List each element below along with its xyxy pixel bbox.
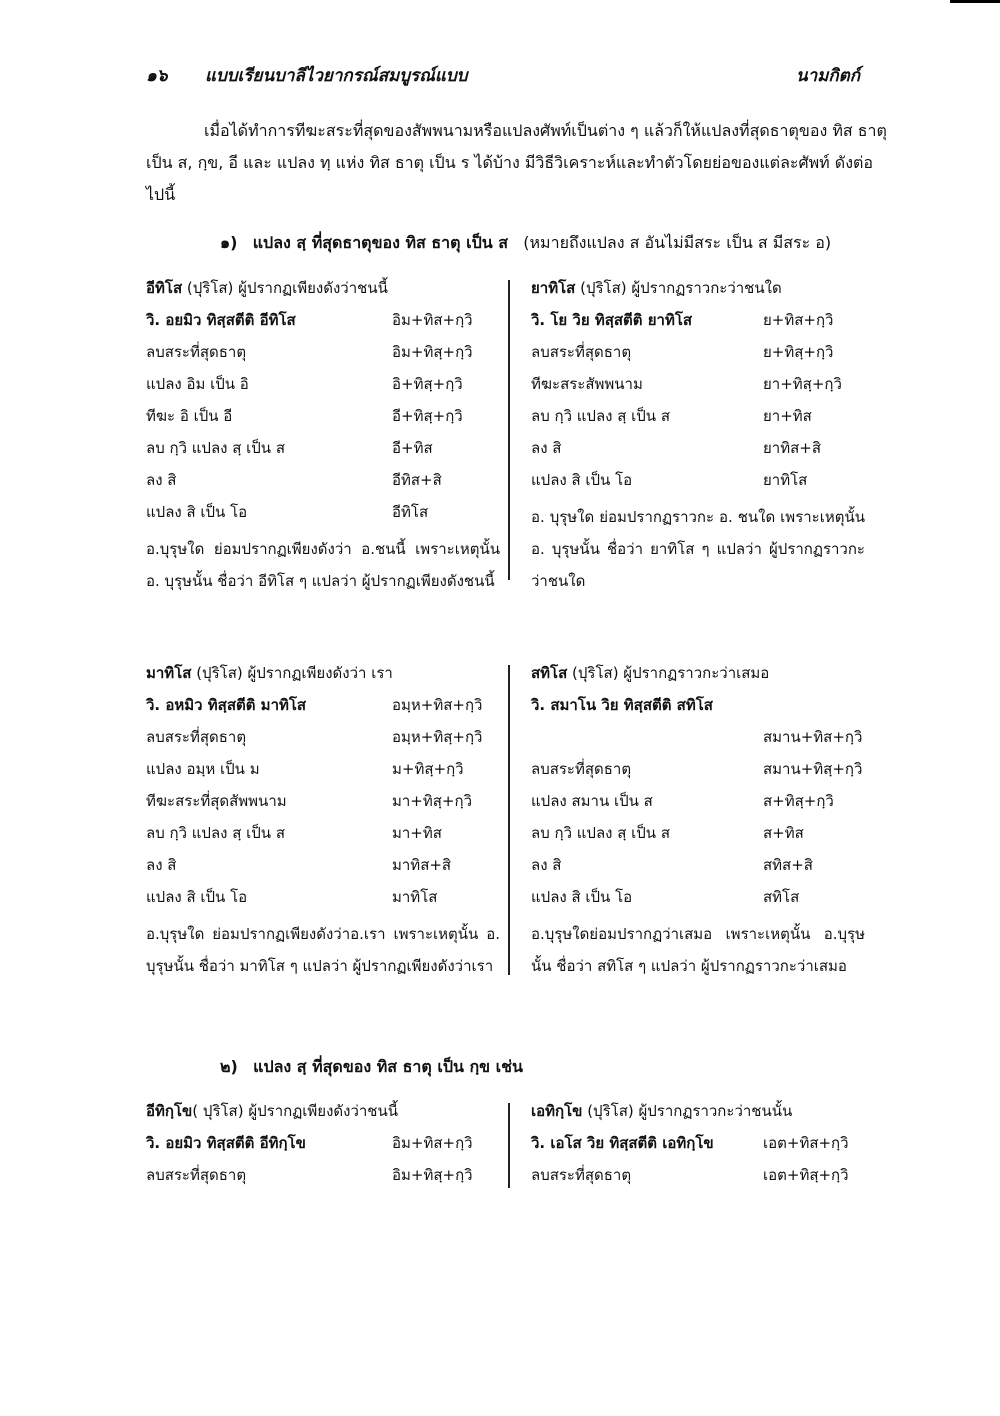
derivation-row: ลบ กฺวิ แปลง สฺ เป็น ส ยา+ทิส — [531, 407, 812, 425]
block-title: อีทิกฺโข — [146, 1102, 193, 1120]
block-sathiso — [531, 662, 865, 982]
column-divider — [508, 665, 510, 975]
derivation-row: แปลง อมฺห เป็น ม ม+ทิสฺ+กฺวิ — [146, 760, 464, 778]
section-title: นามกิตก์ — [796, 66, 860, 86]
block-itiso — [146, 277, 500, 597]
section-2-number: ๒) — [220, 1057, 238, 1076]
derivation-row: ลบสระที่สุดธาตุ อิม+ทิสฺ+กฺวิ — [146, 1166, 473, 1184]
derivation-row: ลง สิ สทิส+สิ — [531, 856, 813, 874]
derivation-row: ลบ กฺวิ แปลง สฺ เป็น ส ส+ทิส — [531, 824, 804, 842]
derivation-row: แปลง อิม เป็น อิ อิ+ทิสฺ+กฺวิ — [146, 375, 463, 393]
derivation-row: ลง สิ ยาทิส+สิ — [531, 439, 821, 457]
translation-paragraph: อ.บุรุษใด ย่อมปรากฏเพียงดังว่าอ.เรา เพราะเหตุนั้น อ. บุรุษนั้น ชื่อว่า มาทิโส ๆ แปลว่า ผู้ปรากฏเพียงดังว่าเรา — [146, 925, 500, 975]
block-title-rest: (ปุริโส) ผู้ปรากฏราวกะว่าชนนั้น — [587, 1102, 793, 1120]
block-title: เอทิกฺโข — [531, 1102, 583, 1120]
section-1-note: (หมายถึงแปลง ส อันไม่มีสระ เป็น ส มีสระ อ) — [523, 233, 832, 252]
derivation-row: แปลง สิ เป็น โอ อีทิโส — [146, 503, 429, 521]
column-divider — [508, 280, 510, 580]
derivation-row: ทีฆะสระสัพพนาม ยา+ทิสฺ+กฺวิ — [531, 375, 842, 393]
derivation-row: ลบสระที่สุดธาตุ เอต+ทิสฺ+กฺวิ — [531, 1166, 849, 1184]
derivation-row: วิ. อหมิว ทิสฺสตีติ มาทิโส อมฺห+ทิส+กฺวิ — [146, 696, 483, 714]
derivation-row: วิ. เอโส วิย ทิสฺสตีติ เอทิกฺโข เอต+ทิส+กฺวิ — [531, 1134, 849, 1152]
intro-line-3: ไปนี้ — [146, 185, 176, 204]
block-title: มาทิโส — [146, 664, 192, 682]
page-number: ๑๖ — [146, 66, 168, 86]
section-1-number: ๑) — [220, 233, 238, 252]
derivation-row: ทีฆะสระที่สุดสัพพนาม มา+ทิสฺ+กฺวิ — [146, 792, 472, 810]
block-title-rest: (ปุริโส) ผู้ปรากฏเพียงดังว่า เรา — [196, 664, 393, 682]
book-title: แบบเรียนบาลีไวยากรณ์สมบูรณ์แบบ — [205, 66, 468, 86]
derivation-row: แปลง สิ เป็น โอ มาทิโส — [146, 888, 438, 906]
derivation-row: วิ. โย วิย ทิสฺสตีติ ยาทิโส ย+ทิส+กฺวิ — [531, 311, 834, 329]
derivation-row: แปลง สมาน เป็น ส ส+ทิสฺ+กฺวิ — [531, 792, 834, 810]
intro-paragraph — [146, 121, 887, 217]
block-title-rest: (ปุริโส) ผู้ปรากฏเพียงดังว่าชนนี้ — [186, 279, 388, 297]
vigraha-row: วิ. สมาโน วิย ทิสฺสตีติ สทิโส — [531, 696, 713, 714]
derivation-row: สมาน+ทิส+กฺวิ — [763, 728, 863, 746]
section-2-title: แปลง สฺ ที่สุดของ ทิส ธาตุ เป็น กฺข เช่น — [253, 1057, 523, 1076]
intro-line-1: เมื่อได้ทำการทีฆะสระที่สุดของสัพพนามหรือแปลงศัพท์เป็นต่าง ๆ แล้วก็ให้แปลงที่สุดธาตุของ ทิส ธาตุ — [204, 121, 887, 140]
block-title: อีทิโส — [146, 279, 183, 297]
translation-paragraph: อ.บุรุษใดย่อมปรากฏว่าเสมอ เพราะเหตุนั้น อ.บุรุษนั้น ชื่อว่า สทิโส ๆ แปลว่า ผู้ปรากฏราวกะว่าเสมอ — [531, 925, 865, 975]
intro-line-2: เป็น ส, กฺข, อี และ แปลง ทฺ แห่ง ทิส ธาตุ เป็น ร ได้บ้าง มีวิธีวิเคราะห์และทำตัวโดยย่อของแต่ละศัพท์ ดังต่อ — [146, 153, 873, 172]
block-title: สทิโส — [531, 664, 568, 682]
derivation-row: ลบ กฺวิ แปลง สฺ เป็น ส อี+ทิส — [146, 439, 433, 457]
derivation-row: ลง สิ มาทิส+สิ — [146, 856, 452, 874]
derivation-row: ลบสระที่สุดธาตุ สมาน+ทิสฺ+กฺวิ — [531, 760, 863, 778]
translation-paragraph: อ. บุรุษใด ย่อมปรากฏราวกะ อ. ชนใด เพราะเหตุนั้น อ. บุรุษนั้น ชื่อว่า ยาทิโส ๆ แปลว่า ผู้ปรากฏราวกะว่าชนใด — [531, 508, 865, 590]
derivation-row: ลบสระที่สุดธาตุ อิม+ทิสฺ+กฺวิ — [146, 343, 473, 361]
derivation-row: แปลง สิ เป็น โอ สทิโส — [531, 888, 800, 906]
block-title-rest: (ปุริโส) ผู้ปรากฏราวกะว่าเสมอ — [572, 664, 770, 682]
derivation-row: ลบสระที่สุดธาตุ อมฺห+ทิสฺ+กฺวิ — [146, 728, 483, 746]
section-1-heading — [220, 231, 831, 256]
top-edge-line — [950, 0, 1000, 3]
derivation-row: วิ. อยมิว ทิสฺสตีติ อีทิกฺโข อิม+ทิส+กฺวิ — [146, 1134, 473, 1152]
derivation-row: วิ. อยมิว ทิสฺสตีติ อีทิโส อิม+ทิส+กฺวิ — [146, 311, 473, 329]
block-ethikkho — [531, 1100, 865, 1196]
derivation-row: ลง สิ อีทิส+สิ — [146, 471, 442, 489]
block-mathiso — [146, 662, 500, 982]
translation-paragraph: อ.บุรุษใด ย่อมปรากฏเพียงดังว่า อ.ชนนี้ เพราะเหตุนั้น อ. บุรุษนั้น ชื่อว่า อีทิโส ๆ แปลว่า ผู้ปรากฏเพียงดังชนนี้ — [146, 540, 500, 590]
block-title-rest: (ปุริโส) ผู้ปรากฏราวกะว่าชนใด — [580, 279, 782, 297]
block-title-rest: ( ปุริโส) ผู้ปรากฏเพียงดังว่าชนนี้ — [192, 1102, 398, 1120]
derivation-row: ลบสระที่สุดธาตุ ย+ทิสฺ+กฺวิ — [531, 343, 834, 361]
section-1-title: แปลง สฺ ที่สุดธาตุของ ทิส ธาตุ เป็น ส — [252, 233, 508, 252]
derivation-row: ลบ กฺวิ แปลง สฺ เป็น ส มา+ทิส — [146, 824, 442, 842]
derivation-row: ทีฆะ อิ เป็น อี อี+ทิสฺ+กฺวิ — [146, 407, 463, 425]
block-yathiso — [531, 277, 865, 597]
column-divider — [508, 1103, 510, 1188]
block-title: ยาทิโส — [531, 279, 576, 297]
section-2-heading — [220, 1055, 523, 1080]
derivation-row: แปลง สิ เป็น โอ ยาทิโส — [531, 471, 808, 489]
block-ithikkho — [146, 1100, 500, 1196]
